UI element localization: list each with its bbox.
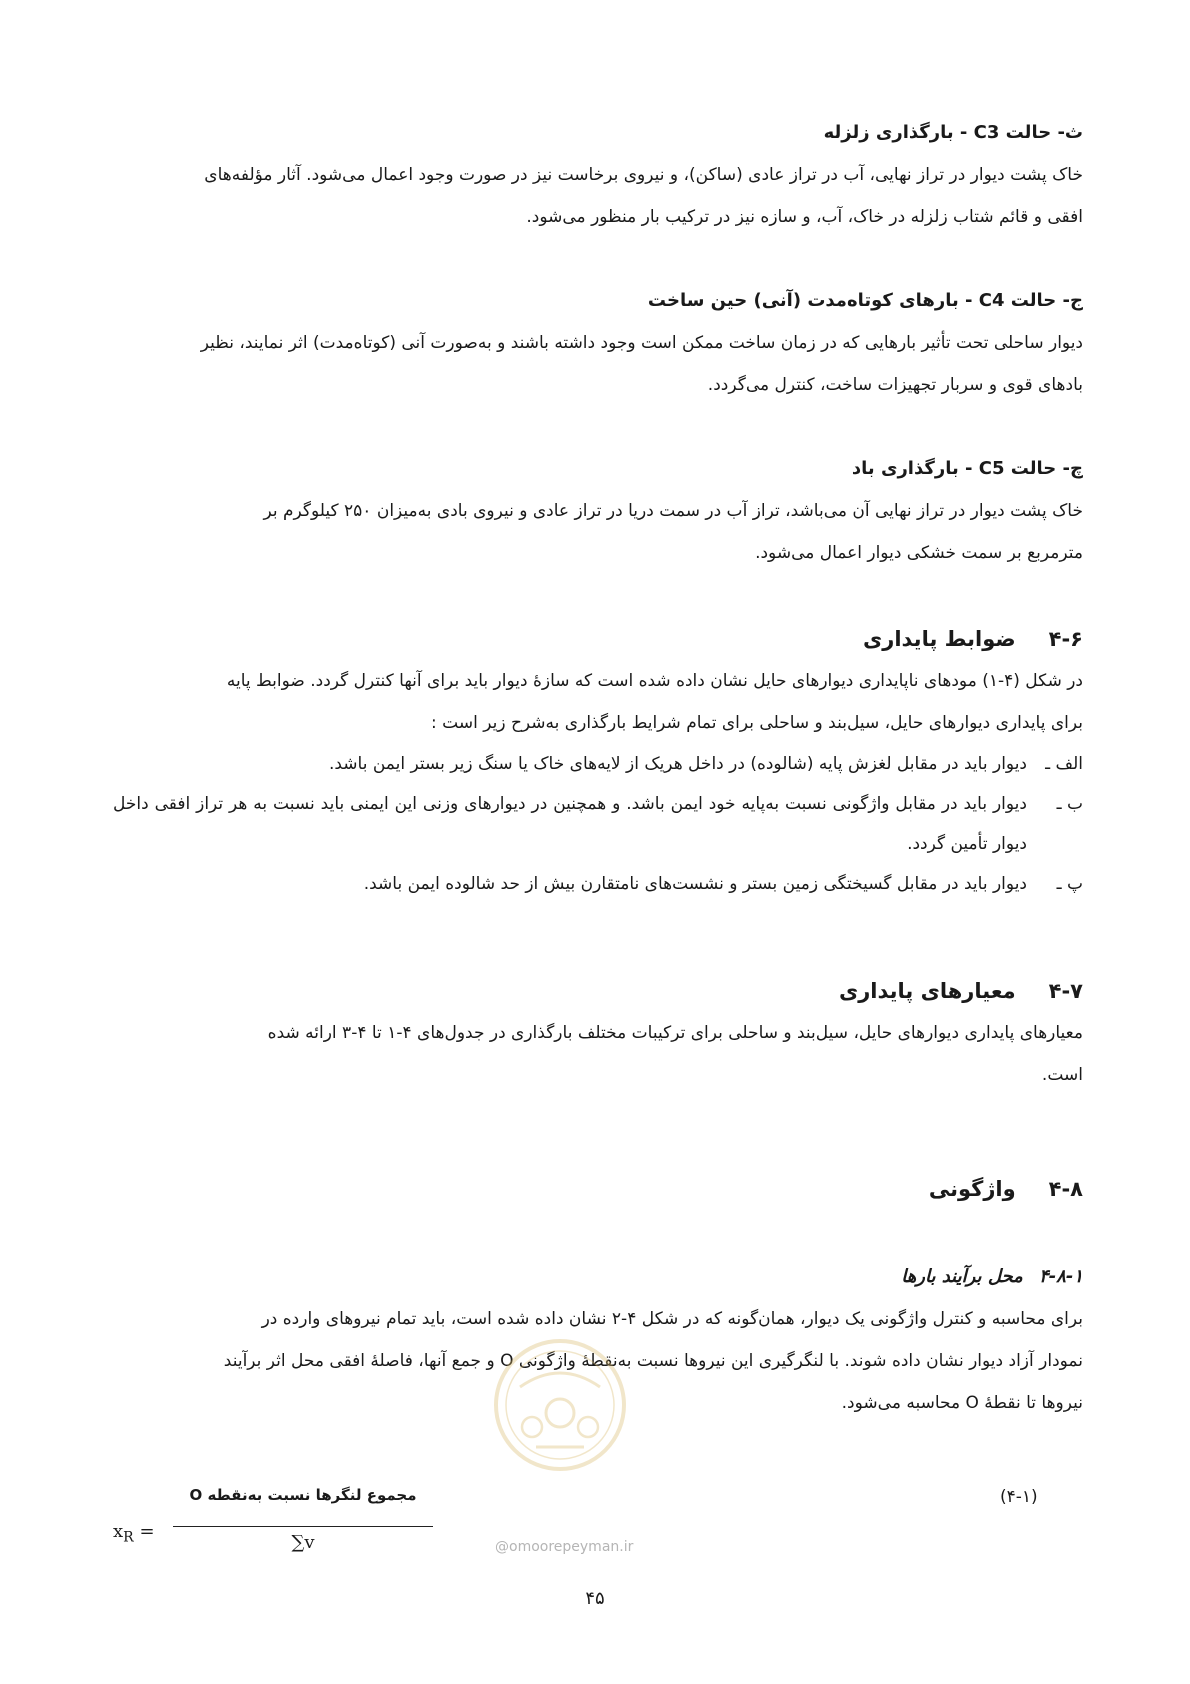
section-4-7-line-2: است. [1041, 1065, 1083, 1085]
case-c4-heading: ج- حالت C4 - بارهای کوتاه‌مدت (آنی) حین ساخت [647, 290, 1083, 311]
section-4-6-heading [113, 618, 1083, 660]
equation-xr [113, 1478, 433, 1558]
section-4-8-number: ۴-۸ [1048, 1177, 1083, 1201]
equation-number: (۴-۱) [1000, 1487, 1038, 1507]
section-4-8-1-number: ۴-۸-۱ [1039, 1266, 1083, 1287]
equation-lhs [113, 1521, 155, 1546]
list-text: دیوار باید در مقابل واژگونی نسبت به‌پایه خود ایمن باشد. و همچنین در دیوارهای وزنی این ایمنی باید نسبت به هر تراز افقی داخل دیوار تأمین گردد. [113, 794, 1027, 854]
page-number: ۴۵ [585, 1588, 605, 1609]
section-4-6 [113, 618, 1083, 904]
watermark-seal-icon [490, 1335, 630, 1475]
section-4-7-heading [113, 970, 1083, 1012]
equation-equals: = [139, 1521, 155, 1542]
equation-lhs-symbol: x [113, 1521, 124, 1542]
section-4-7-number: ۴-۷ [1048, 979, 1083, 1003]
case-c5-line-1: خاک پشت دیوار در تراز نهایی آن می‌باشد، تراز آب در سمت دریا در تراز عادی و نیروی بادی به‌میزان ۲۵۰ کیلوگرم بر [263, 501, 1083, 521]
section-4-7-line-1: معیارهای پایداری دیوارهای حایل، سیل‌بند و ساحلی برای ترکیبات مختلف بارگذاری در جدول‌های ۴-۱ تا ۴-۳ ارائه شده [267, 1023, 1083, 1043]
list-item [113, 864, 1083, 904]
case-c3-line-2: افقی و قائم شتاب زلزله در خاک، آب، و سازه نیز در ترکیب بار منظور می‌شود. [526, 207, 1083, 227]
section-4-8-1-line-3: نیروها تا نقطهٔ O محاسبه می‌شود. [841, 1393, 1083, 1413]
case-c5-heading: چ- حالت C5 - بارگذاری باد [851, 458, 1083, 479]
section-4-8-heading [113, 1168, 1083, 1210]
list-item [113, 744, 1083, 784]
section-4-8-title: واژگونی [928, 1177, 1016, 1201]
section-4-6-title: ضوابط پایداری [863, 627, 1016, 651]
section-4-6-line-1: در شکل (۴-۱) مودهای ناپایداری دیوارهای حایل نشان داده شده است که سازهٔ دیوار باید برای آنها کنترل گردد. ضوابط پایه [226, 671, 1083, 691]
section-4-8-1-title: محل برآیند بارها [901, 1266, 1023, 1287]
section-4-8-1-heading [113, 1256, 1083, 1298]
section-4-8-1-line-2: نمودار آزاد دیوار نشان داده شوند. با لنگرگیری این نیروها نسبت به‌نقطهٔ واژگونی O و جمع آنها، فاصلهٔ افقی محل اثر برآیند [223, 1351, 1083, 1371]
case-c5-section [113, 448, 1083, 574]
list-text: دیوار باید در مقابل گسیختگی زمین بستر و نشست‌های نامتقارن بیش از حد شالوده ایمن باشد. [363, 874, 1027, 894]
section-4-7-title: معیارهای پایداری [838, 979, 1016, 1003]
equation-lhs-subscript: R [123, 1529, 134, 1546]
list-item [113, 784, 1083, 864]
case-c4-line-1: دیوار ساحلی تحت تأثیر بارهایی که در زمان ساخت ممکن است وجود داشته باشند و به‌صورت آنی (کوتاه‌مدت) اثر نمایند، نظیر [200, 333, 1083, 353]
watermark-text: @omoorepeyman.ir [495, 1539, 634, 1555]
case-c3-heading: ث- حالت C3 - بارگذاری زلزله [823, 122, 1083, 143]
section-4-8-1-line-1: برای محاسبه و کنترل واژگونی یک دیوار، همان‌گونه که در شکل ۴-۲ نشان داده شده است، باید تمام نیروهای وارده در [261, 1309, 1083, 1329]
section-4-7 [113, 970, 1083, 1096]
list-marker: پ ـ [1056, 874, 1083, 894]
equation-denominator: ∑v [291, 1532, 315, 1553]
case-c4-line-2: بادهای قوی و سربار تجهیزات ساخت، کنترل می‌گردد. [707, 375, 1083, 395]
case-c4-section [113, 280, 1083, 406]
equation-numerator: مجموع لنگرها نسبت به‌نقطه O [189, 1486, 417, 1504]
case-c5-line-2: مترمربع بر سمت خشکی دیوار اعمال می‌شود. [755, 543, 1083, 563]
fraction-bar [173, 1526, 433, 1527]
list-text: دیوار باید در مقابل لغزش پایه (شالوده) در داخل هریک از لایه‌های خاک یا سنگ زیر بستر ایمن باشد. [328, 754, 1027, 774]
section-4-6-number: ۴-۶ [1048, 627, 1083, 651]
section-4-6-line-2: برای پایداری دیوارهای حایل، سیل‌بند و ساحلی برای تمام شرایط بارگذاری به‌شرح زیر است : [431, 713, 1083, 733]
section-4-8 [113, 1168, 1083, 1210]
list-marker: الف ـ [1045, 754, 1083, 774]
list-marker: ب ـ [1056, 794, 1083, 814]
case-c3-line-1: خاک پشت دیوار در تراز نهایی، آب در تراز عادی (ساکن)، و نیروی برخاست نیز در صورت وجود اعمال می‌شود. آثار مؤلفه‌های [204, 165, 1083, 185]
case-c3-section [113, 112, 1083, 238]
